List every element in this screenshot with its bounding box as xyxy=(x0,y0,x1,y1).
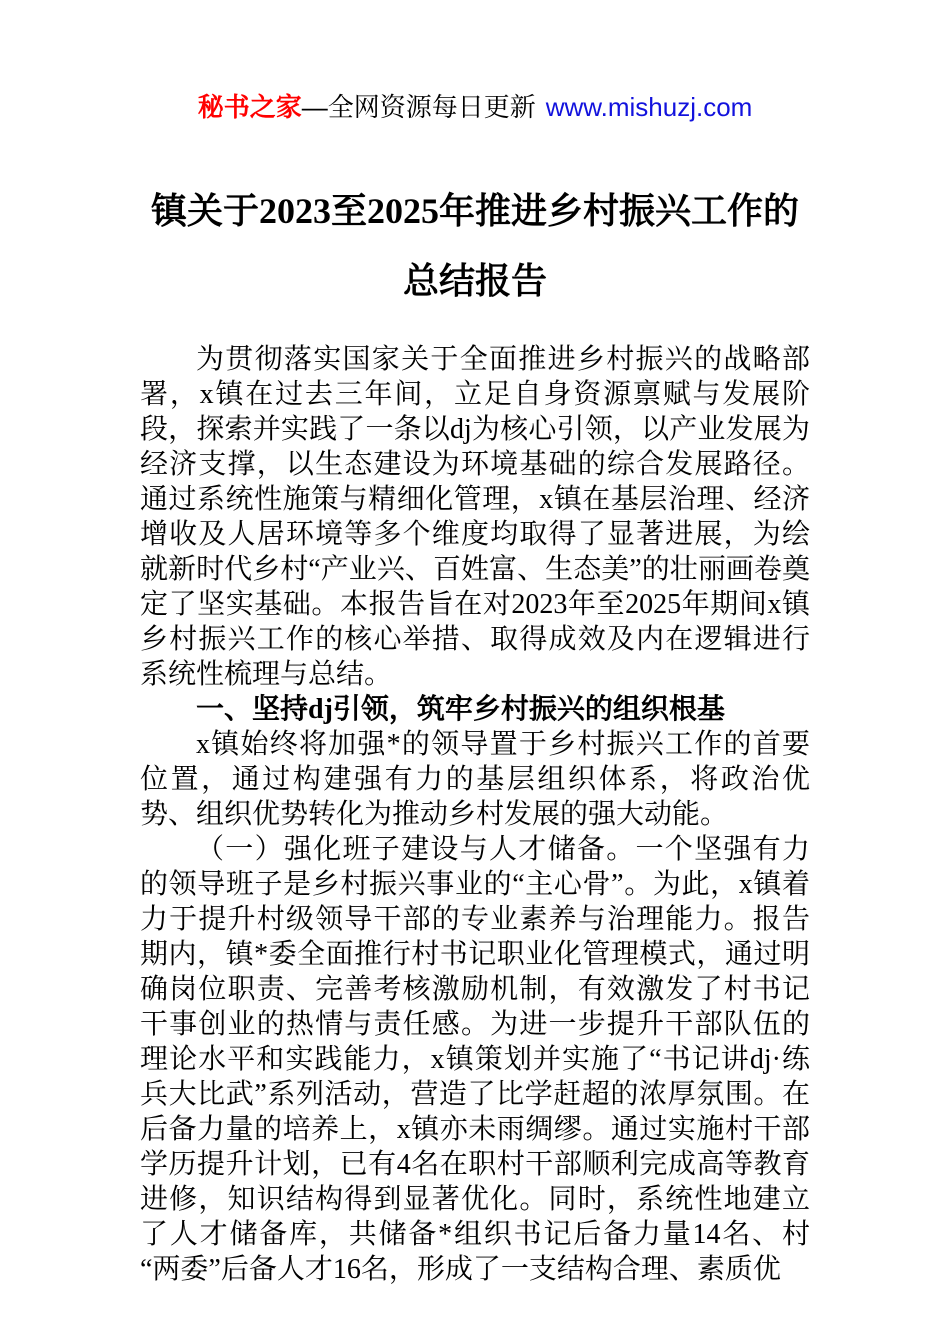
document-title-line2: 总结报告 xyxy=(402,261,547,301)
site-tagline: 全网资源每日更新 xyxy=(327,92,536,122)
site-brand: 秘书之家 xyxy=(197,92,302,122)
section-heading-1: 一、坚持dj引领，筑牢乡村振兴的组织根基 xyxy=(196,694,725,725)
header-dash: — xyxy=(301,92,328,122)
document-title-line1: 镇关于2023至2025年推进乡村振兴工作的 xyxy=(150,191,799,231)
document-body xyxy=(140,342,810,1287)
paragraph-intro: 为贯彻落实国家关于全面推进乡村振兴的战略部署，x镇在过去三年间，立足自身资源禀赋与发展阶段，探索并实践了一条以dj为核心引领，以产业发展为经济支撑，以生态建设为环境基础的综合发展路径。通过系统性施策与精细化管理，x镇在基层治理、经济增收及人居环境等多个维度均取得了显著进展，为绘就新时代乡村“产业兴、百姓富、生态美”的壮丽画卷奠定了坚实基础。本报告旨在对2023年至2025年期间x镇乡村振兴工作的核心举措、取得成效及内在逻辑进行系统性梳理与总结。 xyxy=(140,344,810,690)
paragraph-subsection-1-1: （一）强化班子建设与人才储备。一个坚强有力的领导班子是乡村振兴事业的“主心骨”。为此，x镇着力于提升村级领导干部的专业素养与治理能力。报告期内，镇*委全面推行村书记职业化管理模式，通过明确岗位职责、完善考核激励机制，有效激发了村书记干事创业的热情与责任感。为进一步提升干部队伍的理论水平和实践能力，x镇策划并实施了“书记讲dj·练兵大比武”系列活动，营造了比学赶超的浓厚氛围。在后备力量的培养上，x镇亦未雨绸缪。通过实施村干部学历提升计划，已有4名在职村干部顺利完成高等教育进修，知识结构得到显著优化。同时，系统性地建立了人才储备库，共储备*组织书记后备力量14名、村“两委”后备人才16名，形成了一支结构合理、素质优 xyxy=(140,834,810,1285)
site-url-link[interactable]: www.mishuzj.com xyxy=(545,92,753,122)
site-header xyxy=(0,92,950,122)
paragraph-section1-lead: x镇始终将加强*的领导置于乡村振兴工作的首要位置，通过构建强有力的基层组织体系，将政治优势、组织优势转化为推动乡村发展的强大动能。 xyxy=(140,729,810,830)
document-title xyxy=(95,176,855,316)
